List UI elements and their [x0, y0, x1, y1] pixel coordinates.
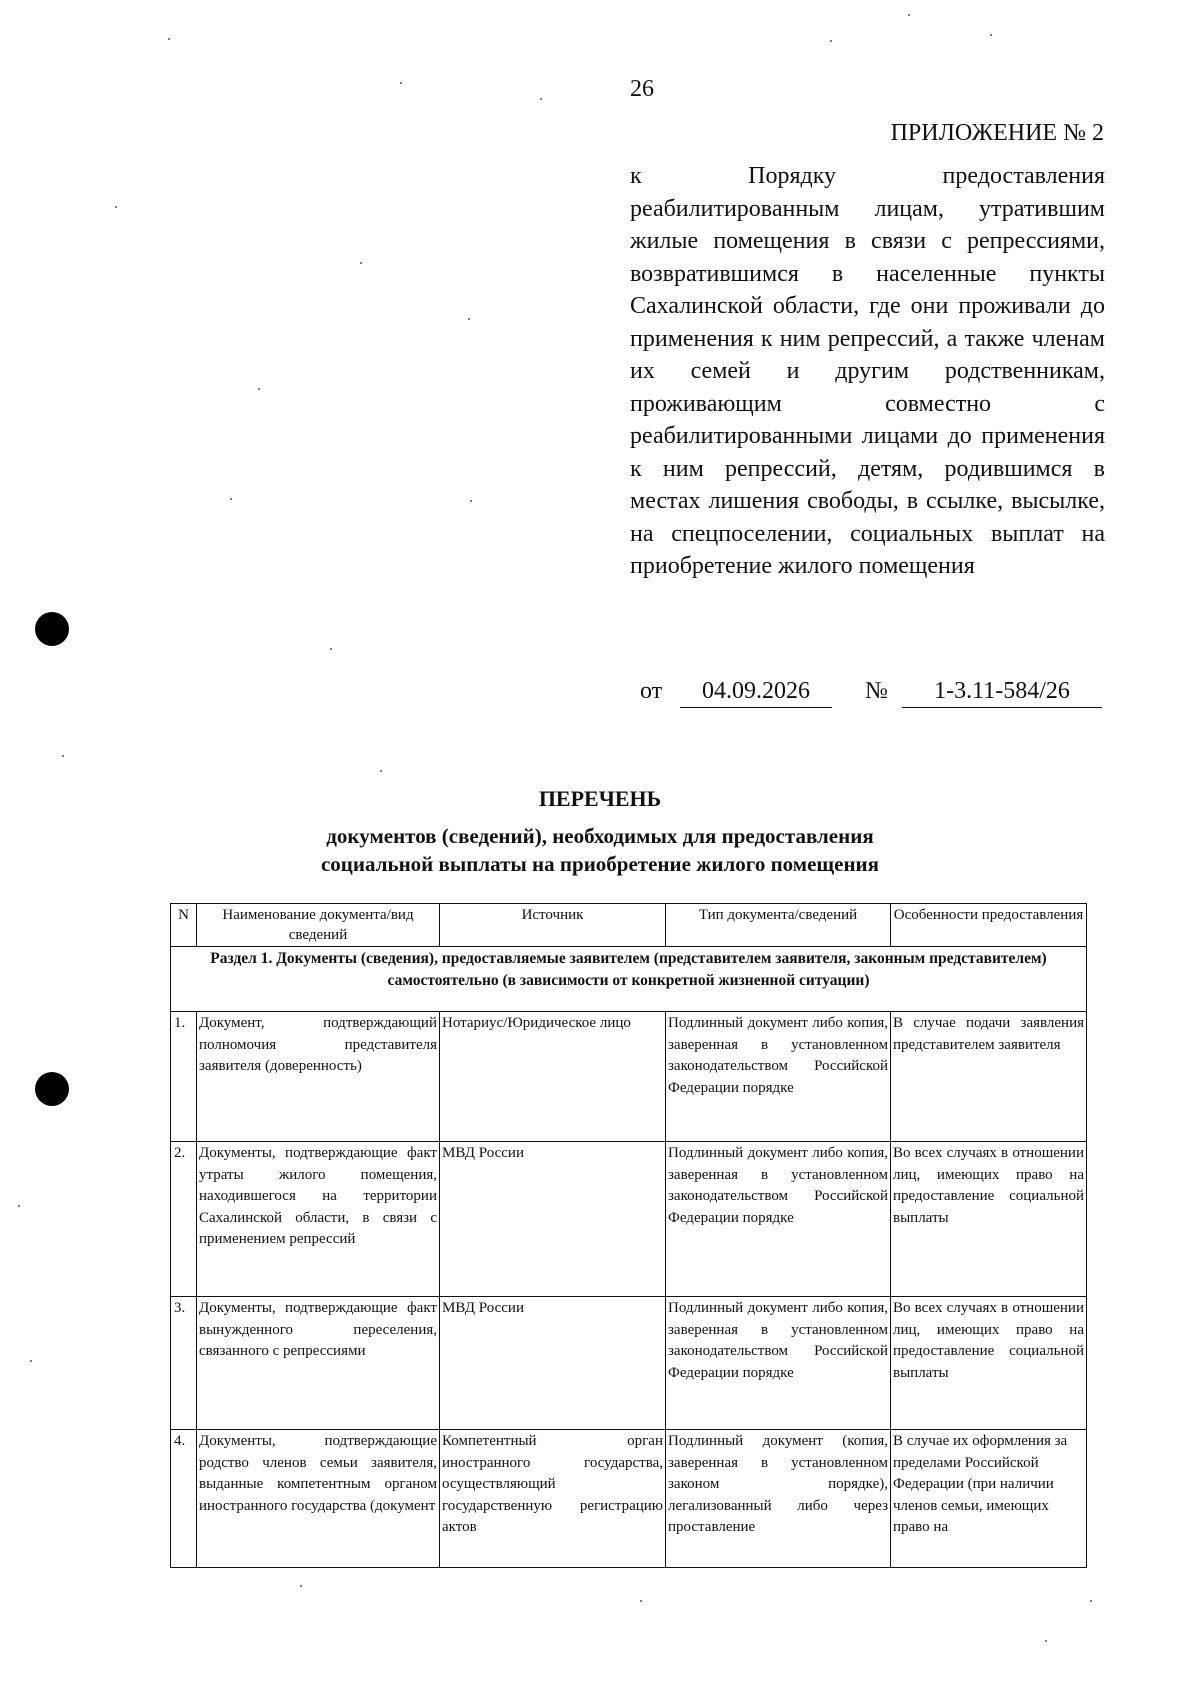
document-title: ПЕРЕЧЕНЬ: [538, 786, 662, 811]
row-number: 4.: [171, 1430, 197, 1568]
header-name: Наименование документа/вид сведений: [197, 904, 440, 947]
scan-speck: [1090, 1600, 1092, 1602]
row-number: 2.: [171, 1142, 197, 1297]
scan-speck: [640, 1600, 642, 1602]
scan-speck: [1045, 1640, 1047, 1642]
section-row: [171, 947, 1087, 1012]
scan-speck: [540, 98, 542, 100]
scan-speck: [400, 82, 402, 84]
row-type: Подлинный документ либо копия, заверенная в установленном законодательством Российской Федерации порядке: [666, 1012, 891, 1142]
row-features: В случае их оформления за пределами Российской Федерации (при наличии членов семьи, имеющих право на: [891, 1430, 1087, 1568]
number-label: №: [865, 678, 888, 704]
scan-speck: [470, 500, 472, 502]
table-row: [171, 1297, 1087, 1430]
approval-date: 04.09.2026: [680, 678, 832, 708]
scan-speck: [258, 388, 260, 390]
row-source: МВД России: [440, 1297, 666, 1430]
table-row: [171, 1012, 1087, 1142]
appendix-body: к Порядку предоставления реабилитированным лицам, утратившим жилые помещения в связи с репрессиями, возвратившимся в населенные пункты Сахалинской области, где они проживали до применения к ним репрессий, а также членам их семей и другим родственникам, проживающим совместно с реабилитированными лицами до применения к ним репрессий, детям, родившимся в местах лишения свободы, в ссылке, высылке, на спецпоселении, социальных выплат на приобретение жилого помещения: [630, 163, 1105, 579]
scan-speck: [18, 1205, 20, 1207]
documents-table: [170, 903, 1087, 1568]
scan-speck: [468, 318, 470, 320]
table-row: [171, 1142, 1087, 1297]
punch-hole: [35, 612, 69, 646]
approval-number: 1-3.11-584/26: [902, 678, 1102, 708]
header-number: N: [171, 904, 197, 947]
document-subtitle-line: социальной выплаты на приобретение жилого помещения: [320, 852, 880, 876]
scan-speck: [230, 498, 232, 500]
header-features: Особенности предоставления: [891, 904, 1087, 947]
row-source: Компетентный орган иностранного государства, осуществляющий государственную регистрацию актов: [440, 1430, 666, 1568]
row-type: Подлинный документ (копия, заверенная в установленном законом порядке), легализованный либо через проставление: [666, 1430, 891, 1568]
row-features: Во всех случаях в отношении лиц, имеющих право на предоставление социальной выплаты: [891, 1297, 1087, 1430]
appendix-title: ПРИЛОЖЕНИЕ № 2: [890, 120, 1104, 146]
section-title: Раздел 1. Документы (сведения), предоставляемые заявителем (представителем заявителя, законным представителем) самостоятельно (в зависимости от конкретной жизненной ситуации): [171, 947, 1087, 1012]
table-row: [171, 1430, 1087, 1568]
row-name: Документы, подтверждающие родство членов семьи заявителя, выданные компетентным органом иностранного государства (документ: [197, 1430, 440, 1568]
row-features: В случае подачи заявления представителем заявителя: [891, 1012, 1087, 1142]
row-source: Нотариус/Юридическое лицо: [440, 1012, 666, 1142]
row-name: Документы, подтверждающие факт вынужденного переселения, связанного с репрессиями: [197, 1297, 440, 1430]
scan-speck: [168, 38, 170, 40]
scan-speck: [330, 648, 332, 650]
scan-speck: [908, 14, 910, 16]
approval-reference: [640, 678, 1105, 712]
row-number: 1.: [171, 1012, 197, 1142]
row-name: Документы, подтверждающие факт утраты жилого помещения, находившегося на территории Сахалинской области, в связи с применением репрессий: [197, 1142, 440, 1297]
scan-speck: [380, 770, 382, 772]
row-type: Подлинный документ либо копия, заверенная в установленном законодательством Российской Федерации порядке: [666, 1297, 891, 1430]
row-features: Во всех случаях в отношении лиц, имеющих право на предоставление социальной выплаты: [891, 1142, 1087, 1297]
document-subtitle-line: документов (сведений), необходимых для предоставления: [326, 824, 874, 848]
scan-speck: [30, 1360, 32, 1362]
date-label: от: [640, 678, 663, 704]
row-source: МВД России: [440, 1142, 666, 1297]
page-number: 26: [630, 76, 654, 102]
header-source: Источник: [440, 904, 666, 947]
scan-speck: [115, 206, 117, 208]
document-subtitle: [0, 822, 1200, 878]
table-header-row: [171, 904, 1087, 947]
punch-hole: [35, 1072, 69, 1106]
scan-speck: [830, 40, 832, 42]
scan-speck: [300, 1585, 302, 1587]
header-type: Тип документа/сведений: [666, 904, 891, 947]
scan-speck: [990, 34, 992, 36]
row-type: Подлинный документ либо копия, заверенная в установленном законодательством Российской Федерации порядке: [666, 1142, 891, 1297]
row-name: Документ, подтверждающий полномочия представителя заявителя (доверенность): [197, 1012, 440, 1142]
row-number: 3.: [171, 1297, 197, 1430]
scan-speck: [360, 262, 362, 264]
scan-speck: [62, 755, 64, 757]
